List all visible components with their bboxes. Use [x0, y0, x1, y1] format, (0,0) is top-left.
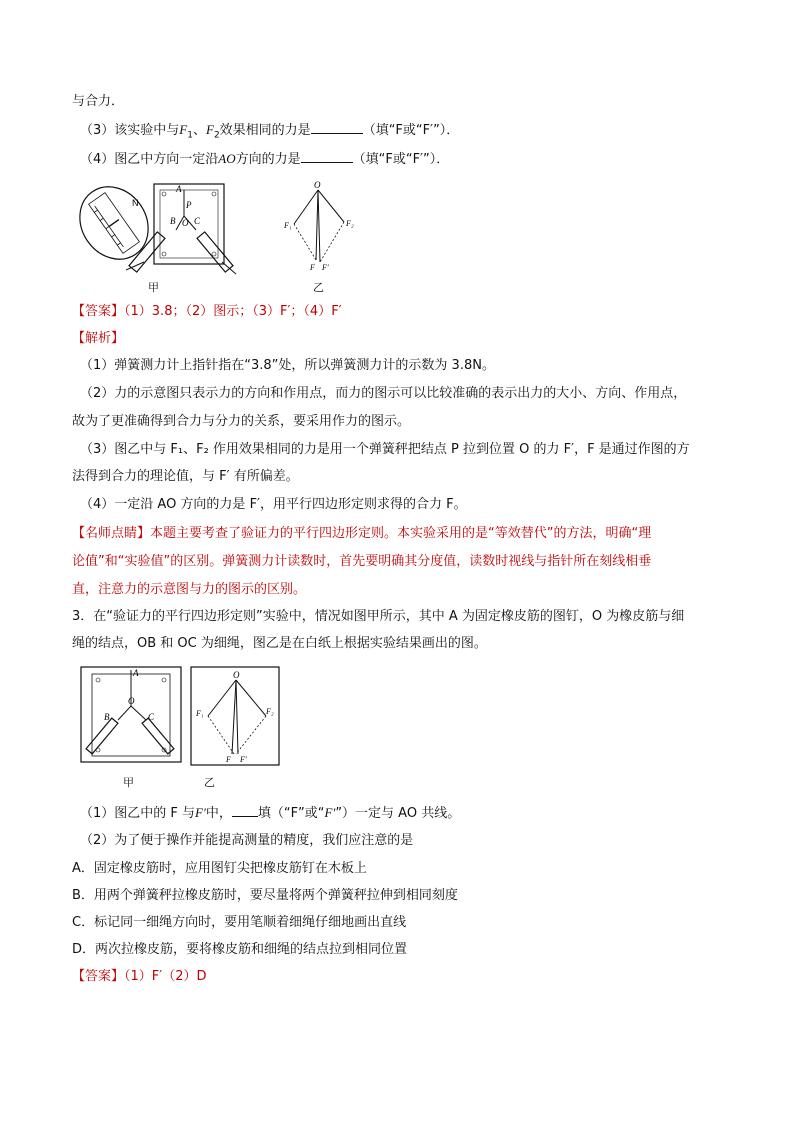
label-F2: F₂: [346, 219, 354, 228]
option-d: D．两次拉橡皮筋，要将橡皮筋和细绳的结点拉到相同位置: [72, 942, 408, 957]
tip-line-a: [72, 524, 651, 544]
text: （4）图乙中方向一定沿: [80, 152, 219, 167]
tip-line-c: 直，注意力的示意图与力的图示的区别。: [72, 582, 307, 597]
text: 【解析】: [72, 331, 125, 346]
spring-balance-right: [142, 718, 174, 754]
label-A: A: [176, 184, 182, 194]
question-3-line: [80, 120, 459, 146]
analysis-p4: （4）一定沿 AO 方向的力是 F′，用平行四边形定则求得的合力 F。: [80, 497, 467, 512]
figure-2-force-diagram: [190, 666, 280, 766]
question-3-a: 3．在“验证力的平行四边形定则”实验中，情况如图甲所示，其中 A 为固定橡皮筋的图钉，O 为橡皮筋与细: [72, 609, 685, 624]
answer-blank: [301, 150, 353, 163]
figure-1-apparatus: [72, 178, 252, 290]
text: F: [205, 122, 214, 137]
text: 1: [187, 130, 193, 141]
figure-1-caption-b: 乙: [313, 281, 324, 294]
text: F: [179, 122, 188, 137]
label-N: N: [132, 198, 139, 208]
text: （1）3.8；（2）图示；（3）F′；（4）F′: [124, 304, 342, 319]
question-3-2: （2）为了便于操作并能提高测量的精度，我们应注意的是: [80, 833, 414, 848]
answer-2: [72, 967, 207, 987]
label-O: O: [233, 670, 240, 680]
tip-line-b: 论值”和“实验值”的区别。弹簧测力计读数时，首先要明确其分度值，读数时视线与指针所在刻线相垂: [72, 554, 652, 569]
analysis-p1: （1）弹簧测力计上指针指在“3.8”处，所以弹簧测力计的示数为 3.8N。: [80, 358, 495, 373]
text: （1）图乙中的 F 与: [80, 806, 196, 821]
figure-2-apparatus: [80, 666, 182, 764]
text: F′: [324, 805, 336, 820]
label-C: C: [194, 216, 201, 226]
question-3-1: [80, 803, 460, 824]
figure-2-caption-a: 甲: [123, 776, 134, 789]
figure-1-caption-a: 甲: [148, 281, 159, 294]
text: 中，: [205, 806, 232, 821]
label-Fprime: F′: [322, 263, 329, 272]
label-O: O: [314, 180, 321, 190]
text: （1）F′（2）D: [124, 969, 207, 984]
answer-blank: [232, 804, 258, 817]
text: （3）该实验中与: [80, 123, 180, 138]
analysis-p3a: （3）图乙中与 F₁、F₂ 作用效果相同的力是用一个弹簧秤把结点 P 拉到位置 O 的力 F′，F 是通过作图的方: [80, 442, 690, 457]
label-B: B: [104, 712, 110, 722]
answer-1: [72, 302, 342, 322]
text: （填“F或“F′”）．: [352, 152, 450, 167]
text: AO: [218, 151, 236, 166]
text: ”）一定与 AO 共线。: [335, 806, 461, 821]
figure-1-force-diagram: [280, 180, 360, 280]
figure-2-caption-b: 乙: [204, 776, 215, 789]
label-B: B: [170, 216, 176, 226]
label-F1: F₁: [284, 221, 292, 230]
label-O: O: [128, 696, 135, 706]
question-3-b: 绳的结点，OB 和 OC 为细绳，图乙是在白纸上根据实验结果画出的图。: [72, 636, 487, 651]
analysis-p3b: 法得到合力的理论值，与 F′ 有所偏差。: [72, 469, 299, 484]
text: 填（“F”或“: [257, 806, 325, 821]
text: 2: [213, 130, 220, 141]
label-A: A: [133, 668, 139, 678]
text: 与合力．: [72, 94, 125, 109]
option-c: C．标记同一细绳方向时，要用笔顺着细绳仔细地画出直线: [72, 915, 407, 930]
label-O: O: [182, 218, 189, 228]
label-P: P: [186, 200, 192, 210]
line-0: [72, 92, 124, 112]
label-F1: F₁: [196, 709, 204, 718]
spring-balance-left: [86, 718, 118, 754]
text: 方向的力是: [235, 152, 301, 167]
label-F2: F₂: [266, 707, 274, 716]
label-F: F: [226, 755, 231, 764]
label-F: F: [310, 263, 315, 272]
question-4-line: [80, 149, 449, 170]
answer-blank: [311, 121, 363, 134]
analysis-tag: [72, 329, 124, 349]
analysis-p2a: （2）力的示意图只表示力的方向和作用点，而力的图示可以比较准确的表示出力的大小、方向、作用点，: [80, 386, 687, 401]
option-b: B．用两个弹簧秤拉橡皮筋时，要尽量将两个弹簧秤拉伸到相同刻度: [72, 888, 458, 903]
option-a: A．固定橡皮筋时，应用图钉尖把橡皮筋钉在木板上: [72, 861, 367, 876]
text: 【答案】: [72, 969, 125, 984]
text: （填“F或“F′”）．: [362, 123, 460, 138]
text: 、: [192, 123, 206, 138]
text: 效果相同的力是: [219, 123, 311, 138]
text: 【名师点睛】: [72, 526, 151, 541]
text: 本题主要考查了验证力的平行四边形定则。本实验采用的是“等效替代”的方法，明确“理: [150, 526, 652, 541]
analysis-p2b: 故为了更准确得到合力与分力的关系，要采用作力的图示。: [72, 414, 411, 429]
label-C: C: [148, 712, 155, 722]
label-Fprime: F′: [240, 755, 247, 764]
text: F′: [195, 805, 206, 820]
text: 【答案】: [72, 304, 125, 319]
